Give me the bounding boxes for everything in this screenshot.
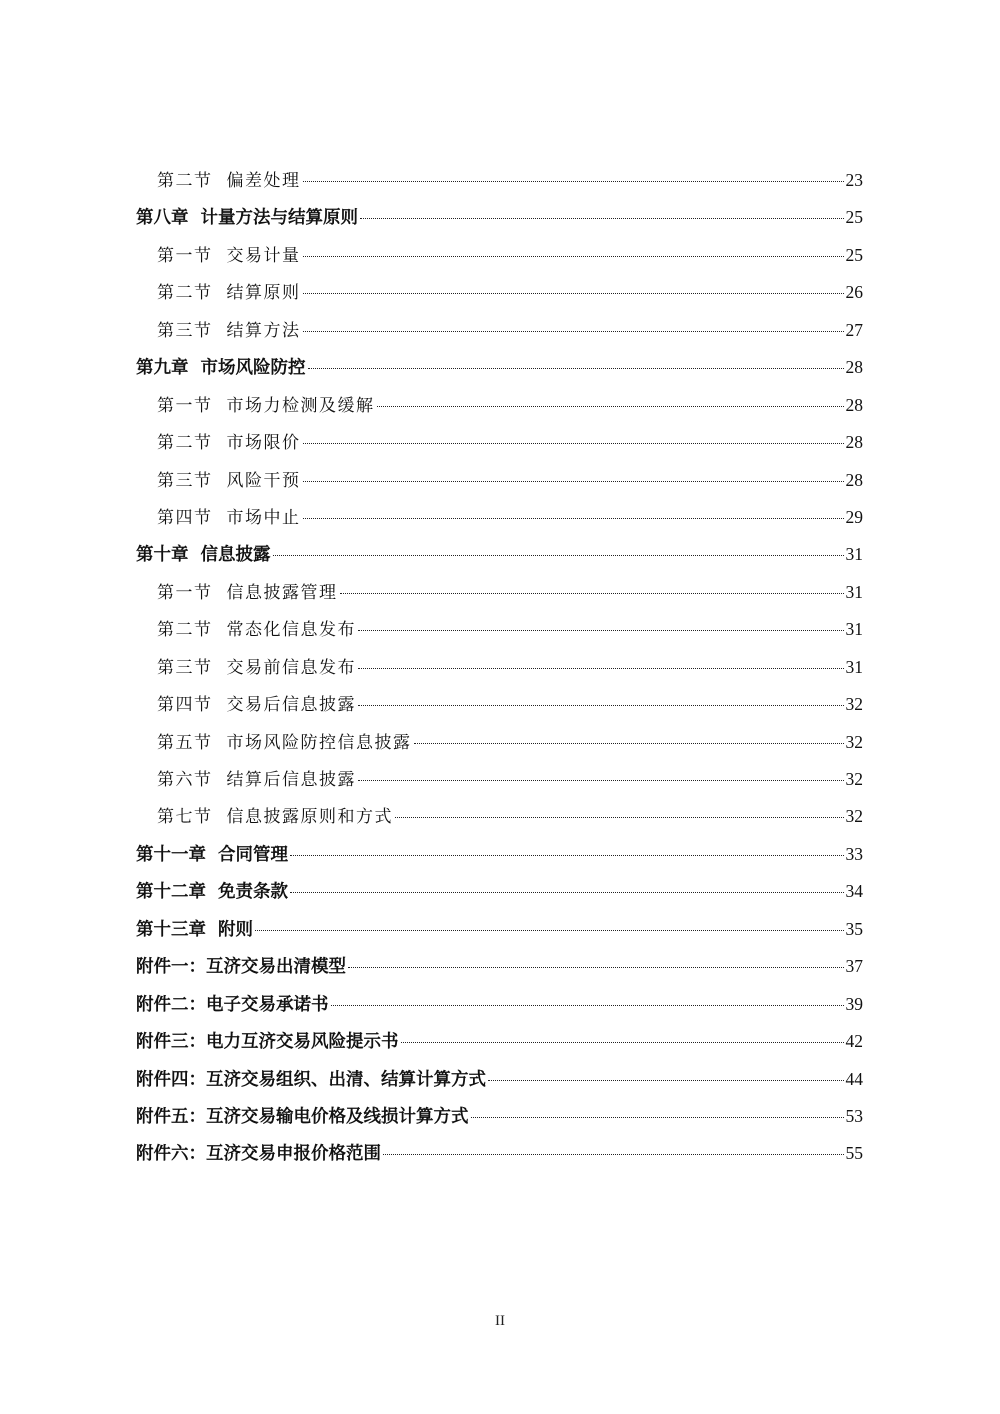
toc-entry-number: 第一节 <box>157 582 213 603</box>
toc-entry-number: 第七节 <box>157 807 213 828</box>
toc-entry-number: 附件四： <box>136 1069 206 1090</box>
toc-entry-section[interactable] <box>136 462 863 499</box>
table-of-contents <box>136 162 863 1173</box>
toc-entry-page: 32 <box>845 694 863 715</box>
toc-entry-appendix[interactable] <box>136 1023 863 1060</box>
dot-leader <box>358 780 844 781</box>
page-number: II <box>495 1313 505 1329</box>
toc-entry-appendix[interactable] <box>136 1061 863 1098</box>
toc-entry-number: 第九章 <box>136 358 189 379</box>
dot-leader <box>395 817 844 818</box>
toc-entry-section[interactable] <box>136 761 863 798</box>
toc-entry-title: 风险干预 <box>226 470 301 491</box>
toc-entry-appendix[interactable] <box>136 1135 863 1172</box>
toc-entry-number: 第一节 <box>157 245 213 266</box>
dot-leader <box>290 892 844 893</box>
dot-leader <box>303 481 844 482</box>
toc-entry-title: 信息披露管理 <box>226 582 338 603</box>
dot-leader <box>471 1117 844 1118</box>
toc-entry-page: 32 <box>845 806 863 827</box>
toc-entry-title: 互济交易输电价格及线损计算方式 <box>206 1106 469 1127</box>
toc-entry-section[interactable] <box>136 274 863 311</box>
dot-leader <box>273 555 844 556</box>
toc-entry-section[interactable] <box>136 611 863 648</box>
toc-entry-title: 偏差处理 <box>226 171 301 191</box>
toc-entry-title: 互济交易组织、出清、结算计算方式 <box>206 1069 486 1090</box>
toc-entry-page: 32 <box>845 769 863 789</box>
toc-entry-number: 第二节 <box>157 283 213 304</box>
dot-leader <box>255 930 844 931</box>
toc-entry-number: 第三节 <box>157 657 213 678</box>
toc-entry-section[interactable] <box>136 798 863 835</box>
toc-entry-page: 32 <box>845 731 863 752</box>
toc-entry-section[interactable] <box>136 686 863 723</box>
toc-entry-title: 免责条款 <box>218 882 288 903</box>
toc-entry-chapter[interactable] <box>136 911 863 948</box>
toc-entry-page: 28 <box>845 469 863 490</box>
toc-entry-title: 互济交易申报价格范围 <box>206 1144 381 1165</box>
dot-leader <box>383 1154 844 1155</box>
dot-leader <box>303 293 844 294</box>
toc-entry-page: 44 <box>845 1068 863 1089</box>
toc-entry-title: 交易前信息发布 <box>226 657 356 678</box>
toc-entry-page: 55 <box>845 1143 863 1164</box>
toc-entry-appendix[interactable] <box>136 1098 863 1135</box>
toc-entry-title: 信息披露 <box>200 545 271 566</box>
toc-entry-title: 合同管理 <box>218 844 288 865</box>
toc-entry-title: 交易后信息披露 <box>226 695 356 716</box>
dot-leader <box>340 593 844 594</box>
toc-entry-page: 53 <box>845 1105 863 1126</box>
toc-entry-number: 第二节 <box>157 433 213 454</box>
toc-entry-number: 第三节 <box>157 320 213 341</box>
toc-entry-title: 结算原则 <box>226 283 301 304</box>
toc-entry-appendix[interactable] <box>136 948 863 985</box>
toc-entry-number: 第十一章 <box>136 844 206 865</box>
toc-entry-chapter[interactable] <box>136 536 863 573</box>
toc-entry-title: 信息披露原则和方式 <box>226 807 393 828</box>
toc-entry-title: 互济交易出清模型 <box>206 957 346 978</box>
dot-leader <box>290 855 844 856</box>
toc-entry-page: 34 <box>845 881 863 902</box>
toc-entry-chapter[interactable] <box>136 199 863 236</box>
toc-entry-number: 第五节 <box>157 732 213 753</box>
toc-entry-chapter[interactable] <box>136 836 863 873</box>
toc-entry-number: 第八章 <box>136 208 189 229</box>
toc-entry-page: 26 <box>845 282 863 303</box>
toc-entry-number: 第二节 <box>157 620 213 641</box>
toc-entry-number: 第十二章 <box>136 882 206 903</box>
dot-leader <box>348 967 844 968</box>
dot-leader <box>331 1005 844 1006</box>
dot-leader <box>358 668 844 669</box>
toc-entry-title: 市场力检测及缓解 <box>226 395 375 416</box>
dot-leader <box>303 443 844 444</box>
toc-entry-page: 31 <box>845 619 863 640</box>
toc-entry-section[interactable] <box>136 312 863 349</box>
toc-entry-title: 常态化信息发布 <box>226 620 356 641</box>
toc-entry-chapter[interactable] <box>136 873 863 910</box>
toc-entry-title: 附则 <box>218 919 253 940</box>
dot-leader <box>401 1042 844 1043</box>
dot-leader <box>358 630 844 631</box>
toc-entry-page: 23 <box>845 170 863 190</box>
toc-entry-title: 电子交易承诺书 <box>206 994 329 1015</box>
dot-leader <box>358 705 844 706</box>
toc-entry-number: 第十章 <box>136 545 189 566</box>
dot-leader <box>377 406 844 407</box>
toc-entry-page: 31 <box>845 656 863 677</box>
dot-leader <box>360 218 844 219</box>
toc-entry-page: 37 <box>845 956 863 977</box>
dot-leader <box>303 181 844 182</box>
dot-leader <box>303 331 844 332</box>
toc-entry-page: 28 <box>845 394 863 415</box>
toc-entry-number: 第四节 <box>157 507 213 528</box>
toc-entry-section[interactable] <box>136 237 863 274</box>
toc-entry-title: 计量方法与结算原则 <box>200 208 358 229</box>
toc-entry-page: 33 <box>845 843 863 864</box>
toc-entry-number: 附件一： <box>136 957 206 978</box>
toc-entry-title: 结算方法 <box>226 320 301 341</box>
toc-entry-page: 35 <box>845 918 863 939</box>
toc-entry-number: 附件六： <box>136 1144 206 1165</box>
toc-entry-page: 31 <box>845 544 863 565</box>
toc-entry-number: 第六节 <box>157 770 213 790</box>
toc-entry-title: 交易计量 <box>226 245 301 266</box>
toc-entry-number: 第四节 <box>157 695 213 716</box>
toc-entry-title: 电力互济交易风险提示书 <box>206 1032 399 1053</box>
toc-entry-section[interactable] <box>136 724 863 761</box>
toc-entry-page: 28 <box>845 357 863 378</box>
toc-entry-number: 第二节 <box>157 171 213 191</box>
dot-leader <box>414 743 844 744</box>
toc-entry-number: 第十三章 <box>136 919 206 940</box>
toc-entry-page: 39 <box>845 993 863 1014</box>
dot-leader <box>303 256 844 257</box>
toc-entry-page: 31 <box>845 581 863 602</box>
toc-entry-page: 25 <box>845 207 863 228</box>
toc-entry-number: 附件三： <box>136 1032 206 1053</box>
toc-entry-page: 28 <box>845 432 863 453</box>
toc-entry-page: 42 <box>845 1031 863 1052</box>
toc-entry-section[interactable] <box>136 499 863 536</box>
toc-entry-page: 25 <box>845 244 863 265</box>
toc-entry-section[interactable] <box>136 649 863 686</box>
toc-entry-section[interactable] <box>136 574 863 611</box>
toc-entry-page: 29 <box>845 506 863 527</box>
toc-entry-appendix[interactable] <box>136 986 863 1023</box>
toc-entry-title: 市场风险防控信息披露 <box>226 732 412 753</box>
toc-entry-number: 第一节 <box>157 395 213 416</box>
toc-entry-title: 市场限价 <box>226 433 301 454</box>
toc-entry-title: 市场中止 <box>226 507 301 528</box>
dot-leader <box>303 518 844 519</box>
toc-entry-section[interactable] <box>136 424 863 461</box>
toc-entry-number: 附件五： <box>136 1106 206 1127</box>
dot-leader <box>308 368 844 369</box>
toc-entry-title: 市场风险防控 <box>200 358 306 379</box>
toc-entry-chapter[interactable] <box>136 349 863 386</box>
toc-entry-title: 结算后信息披露 <box>226 770 356 790</box>
toc-entry-section[interactable] <box>136 162 863 199</box>
dot-leader <box>488 1080 844 1081</box>
toc-entry-number: 第三节 <box>157 470 213 491</box>
toc-entry-number: 附件二： <box>136 994 206 1015</box>
toc-entry-page: 27 <box>845 319 863 340</box>
toc-entry-section[interactable] <box>136 387 863 424</box>
